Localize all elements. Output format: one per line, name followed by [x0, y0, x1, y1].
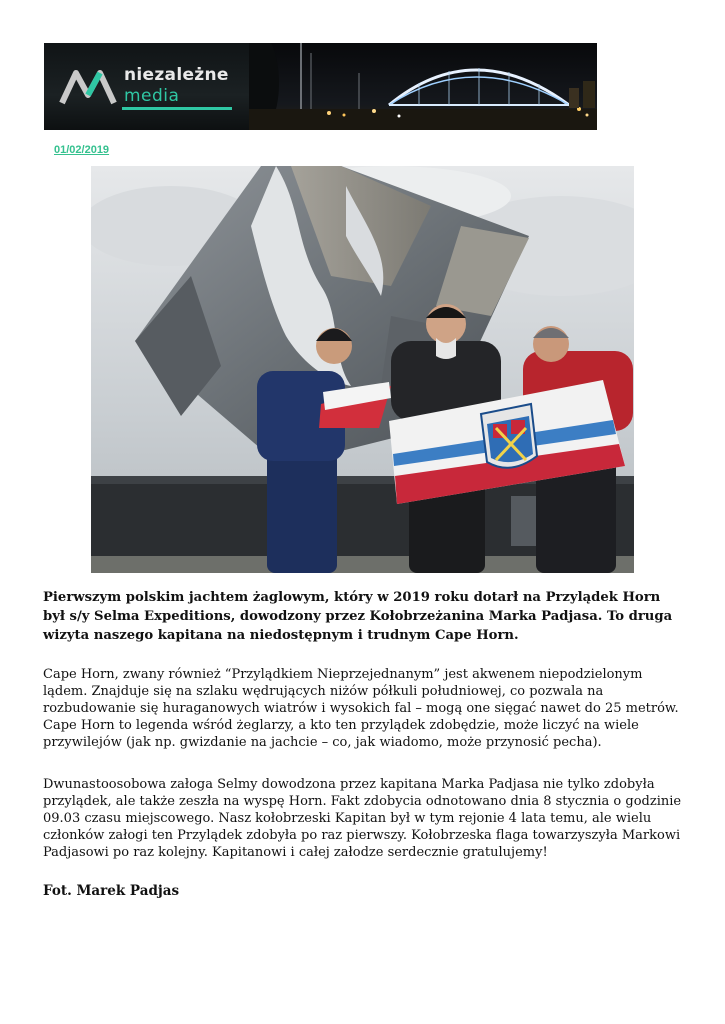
article-paragraph-2: Dwunastoosobowa załoga Selmy dowodzona przez kapitana Marka Padjasa nie tylko zdobyła przylądek, ale także zeszła na wyspę Horn. Fakt zdobycia odnotowano dnia 8 stycznia o godzinie 09.03 czasu miejscowego. Nasz kołobrzeski Kapitan był w tym rejonie 4 lata temu, ale wielu członków załogi ten Przylądek zdobyła po raz pierwszy. Kołobrzeska flaga towarzyszyła Markowi Padjasowi po raz kolejny. Kapitanowi i całej załodze serdecznie gratulujemy!	[43, 777, 682, 860]
brand-line-2: media	[124, 86, 180, 106]
article-lead: Pierwszym polskim jachtem żaglowym, który w 2019 roku dotarł na Przylądek Horn był s/y Selma Expeditions, dowodzony przez Kołobrzeżanina Marka Padjasa. To druga wizyta naszego kapitana na niedostępnym i trudnym Cape Horn.	[43, 590, 673, 643]
brand-line-1: niezależne	[124, 65, 229, 85]
header-night-bridge-photo	[249, 43, 597, 130]
article-paragraph-1: Cape Horn, zwany również “Przylądkiem Nieprzejednanym” jest akwenem niepodzielonym lądem. Znajduje się na szlaku wędrujących niżów półkuli południowej, co pozwala na rozbudowanie się huraganowych wiatrów i wysokich fal – mogą one sięgać nawet do 25 metrów. Cape Horn to legenda wśród żeglarzy, a kto ten przylądek zdobędzie, może liczyć na wiele przywilejów (jak np. gwizdanie na jachcie – co, jak wiadomo, może przynosić pecha).	[43, 667, 679, 750]
photo-credit: Fot. Marek Padjas	[43, 883, 180, 899]
main-photo	[91, 166, 634, 573]
brand-underline	[122, 107, 232, 110]
logo-area[interactable]	[44, 43, 259, 130]
cape-horn-monument-photo	[91, 166, 634, 573]
nm-logo-icon	[58, 65, 122, 107]
header-banner	[44, 43, 597, 130]
article-date-link[interactable]: 01/02/2019	[54, 144, 110, 156]
